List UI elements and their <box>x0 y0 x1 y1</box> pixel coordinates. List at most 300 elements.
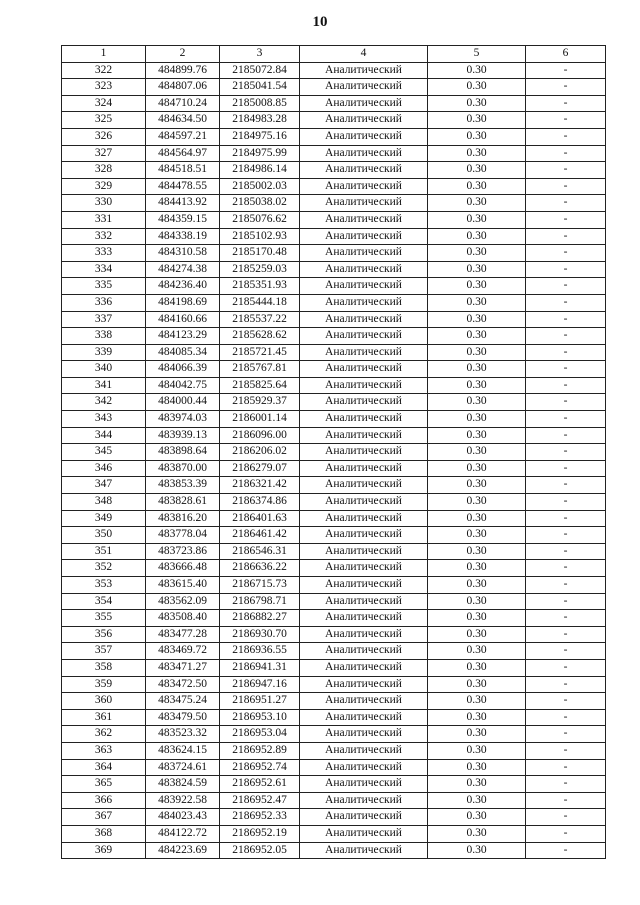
table-cell: - <box>526 593 606 610</box>
table-cell: 483666.48 <box>146 560 220 577</box>
table-cell: - <box>526 776 606 793</box>
table-cell: 0.30 <box>428 128 526 145</box>
table-cell: 356 <box>62 626 146 643</box>
table-cell: 2186947.16 <box>220 676 300 693</box>
table-cell: Аналитический <box>300 676 428 693</box>
table-cell: 484085.34 <box>146 344 220 361</box>
table-cell: Аналитический <box>300 460 428 477</box>
table-cell: 350 <box>62 527 146 544</box>
table-cell: 344 <box>62 427 146 444</box>
column-header: 4 <box>300 46 428 63</box>
column-header: 5 <box>428 46 526 63</box>
table-cell: 2185038.02 <box>220 195 300 212</box>
table-cell: 366 <box>62 792 146 809</box>
table-cell: Аналитический <box>300 261 428 278</box>
table-cell: 483624.15 <box>146 742 220 759</box>
table-cell: 339 <box>62 344 146 361</box>
table-cell: Аналитический <box>300 377 428 394</box>
table-cell: 362 <box>62 726 146 743</box>
table-cell: - <box>526 577 606 594</box>
table-cell: 324 <box>62 95 146 112</box>
table-row <box>62 809 606 826</box>
table-cell: 484274.38 <box>146 261 220 278</box>
table-cell: - <box>526 128 606 145</box>
table-cell: - <box>526 261 606 278</box>
table-cell: 348 <box>62 494 146 511</box>
table-cell: - <box>526 211 606 228</box>
table-cell: 369 <box>62 842 146 859</box>
table-cell: Аналитический <box>300 477 428 494</box>
table-row <box>62 577 606 594</box>
table-cell: 483523.32 <box>146 726 220 743</box>
table-cell: 2186936.55 <box>220 643 300 660</box>
table-cell: 337 <box>62 311 146 328</box>
table-cell: 0.30 <box>428 659 526 676</box>
table-cell: 2186952.74 <box>220 759 300 776</box>
table-cell: 2186952.19 <box>220 825 300 842</box>
table-row <box>62 460 606 477</box>
table-cell: - <box>526 311 606 328</box>
table-cell: 0.30 <box>428 460 526 477</box>
table-cell: 0.30 <box>428 411 526 428</box>
table-row <box>62 659 606 676</box>
table-cell: 336 <box>62 294 146 311</box>
table-cell: - <box>526 543 606 560</box>
table-row <box>62 178 606 195</box>
table-row <box>62 759 606 776</box>
table-cell: Аналитический <box>300 95 428 112</box>
table-cell: Аналитический <box>300 344 428 361</box>
table-cell: Аналитический <box>300 610 428 627</box>
table-cell: 0.30 <box>428 776 526 793</box>
table-cell: Аналитический <box>300 62 428 79</box>
table-row <box>62 162 606 179</box>
table-row <box>62 311 606 328</box>
table-cell: Аналитический <box>300 825 428 842</box>
table-cell: 345 <box>62 444 146 461</box>
table-cell: 357 <box>62 643 146 660</box>
table-cell: - <box>526 444 606 461</box>
table-cell: - <box>526 527 606 544</box>
table-row <box>62 261 606 278</box>
table-cell: - <box>526 278 606 295</box>
table-cell: 2186206.02 <box>220 444 300 461</box>
table-cell: Аналитический <box>300 394 428 411</box>
table-cell: 363 <box>62 742 146 759</box>
table-cell: Аналитический <box>300 527 428 544</box>
table-cell: - <box>526 411 606 428</box>
table-cell: 368 <box>62 825 146 842</box>
table-header-row <box>62 46 606 63</box>
table-cell: 2186941.31 <box>220 659 300 676</box>
table-cell: 484338.19 <box>146 228 220 245</box>
table-body <box>62 62 606 859</box>
table-cell: - <box>526 560 606 577</box>
table-cell: 2186952.89 <box>220 742 300 759</box>
table-cell: 483723.86 <box>146 543 220 560</box>
table-cell: 2185170.48 <box>220 245 300 262</box>
table-cell: 2184986.14 <box>220 162 300 179</box>
table-cell: - <box>526 676 606 693</box>
table-row <box>62 842 606 859</box>
table-cell: 2186952.05 <box>220 842 300 859</box>
table-cell: Аналитический <box>300 361 428 378</box>
table-cell: 2186953.04 <box>220 726 300 743</box>
table-row <box>62 195 606 212</box>
table-row <box>62 427 606 444</box>
table-cell: Аналитический <box>300 626 428 643</box>
table-cell: - <box>526 809 606 826</box>
table-cell: - <box>526 394 606 411</box>
table-cell: 2186636.22 <box>220 560 300 577</box>
table-cell: 484478.55 <box>146 178 220 195</box>
table-cell: Аналитический <box>300 494 428 511</box>
table-cell: - <box>526 759 606 776</box>
table-cell: 354 <box>62 593 146 610</box>
table-row <box>62 95 606 112</box>
table-cell: - <box>526 162 606 179</box>
table-row <box>62 377 606 394</box>
table-cell: Аналитический <box>300 560 428 577</box>
table-row <box>62 128 606 145</box>
table-cell: 2185041.54 <box>220 79 300 96</box>
table-cell: Аналитический <box>300 195 428 212</box>
table-cell: 361 <box>62 709 146 726</box>
table-cell: 483974.03 <box>146 411 220 428</box>
table-cell: 2185076.62 <box>220 211 300 228</box>
table-row <box>62 527 606 544</box>
table-cell: Аналитический <box>300 643 428 660</box>
table-cell: 2185537.22 <box>220 311 300 328</box>
table-row <box>62 278 606 295</box>
table-cell: 0.30 <box>428 162 526 179</box>
table-row <box>62 543 606 560</box>
table-cell: 0.30 <box>428 344 526 361</box>
table-cell: Аналитический <box>300 759 428 776</box>
table-row <box>62 593 606 610</box>
table-cell: - <box>526 228 606 245</box>
table-cell: 2185721.45 <box>220 344 300 361</box>
table-cell: - <box>526 328 606 345</box>
table-cell: 327 <box>62 145 146 162</box>
table-row <box>62 626 606 643</box>
table-cell: 325 <box>62 112 146 129</box>
table-cell: Аналитический <box>300 162 428 179</box>
table-cell: Аналитический <box>300 510 428 527</box>
table-cell: 484000.44 <box>146 394 220 411</box>
table-cell: 347 <box>62 477 146 494</box>
table-cell: 2185008.85 <box>220 95 300 112</box>
table-cell: 0.30 <box>428 278 526 295</box>
table-cell: - <box>526 427 606 444</box>
table-cell: 2185072.84 <box>220 62 300 79</box>
table-cell: 483477.28 <box>146 626 220 643</box>
table-cell: 484123.29 <box>146 328 220 345</box>
table-cell: 0.30 <box>428 62 526 79</box>
table-cell: 0.30 <box>428 676 526 693</box>
table-cell: 323 <box>62 79 146 96</box>
table-cell: 359 <box>62 676 146 693</box>
table-cell: 328 <box>62 162 146 179</box>
table-cell: Аналитический <box>300 311 428 328</box>
table-cell: 2184983.28 <box>220 112 300 129</box>
table-cell: Аналитический <box>300 543 428 560</box>
table-cell: 0.30 <box>428 809 526 826</box>
table-cell: - <box>526 626 606 643</box>
table-cell: Аналитический <box>300 593 428 610</box>
table-cell: 0.30 <box>428 577 526 594</box>
table-cell: 484160.66 <box>146 311 220 328</box>
table-cell: 484236.40 <box>146 278 220 295</box>
table-cell: 2185444.18 <box>220 294 300 311</box>
table-row <box>62 693 606 710</box>
table-cell: 0.30 <box>428 626 526 643</box>
table-cell: 2185102.93 <box>220 228 300 245</box>
table-cell: 483778.04 <box>146 527 220 544</box>
table-cell: 483469.72 <box>146 643 220 660</box>
table-cell: 483479.50 <box>146 709 220 726</box>
table-cell: Аналитический <box>300 228 428 245</box>
table-cell: 329 <box>62 178 146 195</box>
table-cell: Аналитический <box>300 444 428 461</box>
table-cell: - <box>526 477 606 494</box>
table-cell: 2186279.07 <box>220 460 300 477</box>
table-cell: 483939.13 <box>146 427 220 444</box>
table-row <box>62 344 606 361</box>
table-cell: 353 <box>62 577 146 594</box>
table-row <box>62 228 606 245</box>
table-cell: 2186001.14 <box>220 411 300 428</box>
table-cell: 0.30 <box>428 825 526 842</box>
table-cell: Аналитический <box>300 693 428 710</box>
table-cell: 0.30 <box>428 543 526 560</box>
table-cell: - <box>526 659 606 676</box>
table-cell: 0.30 <box>428 477 526 494</box>
table-cell: 484634.50 <box>146 112 220 129</box>
table-cell: 0.30 <box>428 842 526 859</box>
table-cell: Аналитический <box>300 79 428 96</box>
table-cell: 484023.43 <box>146 809 220 826</box>
table-cell: - <box>526 178 606 195</box>
table-cell: Аналитический <box>300 577 428 594</box>
table-cell: Аналитический <box>300 112 428 129</box>
table-cell: Аналитический <box>300 792 428 809</box>
table-cell: 2185002.03 <box>220 178 300 195</box>
table-cell: 483898.64 <box>146 444 220 461</box>
table-cell: - <box>526 344 606 361</box>
table-cell: Аналитический <box>300 178 428 195</box>
table-cell: 0.30 <box>428 494 526 511</box>
table-cell: - <box>526 726 606 743</box>
table-cell: 330 <box>62 195 146 212</box>
table-cell: 365 <box>62 776 146 793</box>
table-cell: 484042.75 <box>146 377 220 394</box>
table-cell: - <box>526 643 606 660</box>
table-cell: 0.30 <box>428 560 526 577</box>
table-row <box>62 62 606 79</box>
table-cell: 484899.76 <box>146 62 220 79</box>
table-cell: 2185259.03 <box>220 261 300 278</box>
table-cell: 342 <box>62 394 146 411</box>
table-cell: 483475.24 <box>146 693 220 710</box>
table-cell: 2186321.42 <box>220 477 300 494</box>
table-row <box>62 361 606 378</box>
table-cell: 352 <box>62 560 146 577</box>
table-cell: 0.30 <box>428 510 526 527</box>
table-cell: 367 <box>62 809 146 826</box>
table-cell: Аналитический <box>300 211 428 228</box>
table-cell: 0.30 <box>428 261 526 278</box>
table-cell: - <box>526 95 606 112</box>
table-row <box>62 79 606 96</box>
table-row <box>62 477 606 494</box>
table-cell: 0.30 <box>428 394 526 411</box>
table-cell: - <box>526 62 606 79</box>
table-cell: 483922.58 <box>146 792 220 809</box>
table-cell: - <box>526 742 606 759</box>
table-row <box>62 211 606 228</box>
table-cell: 0.30 <box>428 792 526 809</box>
table-cell: 483828.61 <box>146 494 220 511</box>
table-cell: 484413.92 <box>146 195 220 212</box>
table-cell: 346 <box>62 460 146 477</box>
table-cell: 0.30 <box>428 178 526 195</box>
table-cell: Аналитический <box>300 427 428 444</box>
table-cell: - <box>526 792 606 809</box>
table-cell: - <box>526 693 606 710</box>
table-cell: 0.30 <box>428 294 526 311</box>
table-row <box>62 145 606 162</box>
table-cell: 2186798.71 <box>220 593 300 610</box>
table-cell: 0.30 <box>428 377 526 394</box>
table-cell: - <box>526 842 606 859</box>
table-cell: - <box>526 145 606 162</box>
table-cell: 484564.97 <box>146 145 220 162</box>
table-cell: 484359.15 <box>146 211 220 228</box>
table-row <box>62 742 606 759</box>
table-cell: 326 <box>62 128 146 145</box>
table-cell: 0.30 <box>428 527 526 544</box>
table-cell: 484122.72 <box>146 825 220 842</box>
table-cell: 484807.06 <box>146 79 220 96</box>
table-cell: 343 <box>62 411 146 428</box>
table-cell: Аналитический <box>300 726 428 743</box>
table-cell: - <box>526 195 606 212</box>
table-cell: - <box>526 79 606 96</box>
table-cell: - <box>526 709 606 726</box>
table-cell: 322 <box>62 62 146 79</box>
table-row <box>62 776 606 793</box>
table-cell: 331 <box>62 211 146 228</box>
table-cell: 0.30 <box>428 211 526 228</box>
table-cell: 0.30 <box>428 643 526 660</box>
table-row <box>62 825 606 842</box>
table-cell: 332 <box>62 228 146 245</box>
table-cell: - <box>526 460 606 477</box>
table-cell: 0.30 <box>428 693 526 710</box>
table-cell: 2184975.16 <box>220 128 300 145</box>
table-cell: 2186951.27 <box>220 693 300 710</box>
column-header: 3 <box>220 46 300 63</box>
table-cell: 0.30 <box>428 427 526 444</box>
table-cell: Аналитический <box>300 245 428 262</box>
table-row <box>62 328 606 345</box>
table-row <box>62 726 606 743</box>
table-cell: 2186546.31 <box>220 543 300 560</box>
table-cell: Аналитический <box>300 328 428 345</box>
table-cell: 0.30 <box>428 444 526 461</box>
table-row <box>62 643 606 660</box>
table-cell: 2185825.64 <box>220 377 300 394</box>
table-cell: 484518.51 <box>146 162 220 179</box>
table-row <box>62 709 606 726</box>
table-cell: 483472.50 <box>146 676 220 693</box>
table-cell: Аналитический <box>300 709 428 726</box>
table-cell: 483615.40 <box>146 577 220 594</box>
table-cell: Аналитический <box>300 809 428 826</box>
table-cell: Аналитический <box>300 128 428 145</box>
table-row <box>62 494 606 511</box>
table-cell: - <box>526 610 606 627</box>
table-cell: 0.30 <box>428 145 526 162</box>
column-header: 1 <box>62 46 146 63</box>
table-cell: Аналитический <box>300 278 428 295</box>
table-cell: - <box>526 510 606 527</box>
table-cell: 335 <box>62 278 146 295</box>
table-row <box>62 294 606 311</box>
table-cell: 2186952.47 <box>220 792 300 809</box>
table-row <box>62 560 606 577</box>
table-cell: Аналитический <box>300 294 428 311</box>
table-cell: 0.30 <box>428 726 526 743</box>
table-cell: - <box>526 361 606 378</box>
table-cell: Аналитический <box>300 145 428 162</box>
table-cell: 360 <box>62 693 146 710</box>
table-cell: 364 <box>62 759 146 776</box>
table-cell: 2186715.73 <box>220 577 300 594</box>
table-row <box>62 792 606 809</box>
column-header: 6 <box>526 46 606 63</box>
table-cell: 333 <box>62 245 146 262</box>
table-cell: - <box>526 112 606 129</box>
table-cell: 0.30 <box>428 709 526 726</box>
table-cell: Аналитический <box>300 742 428 759</box>
table-cell: 483824.59 <box>146 776 220 793</box>
table-cell: 341 <box>62 377 146 394</box>
table-cell: 2186401.63 <box>220 510 300 527</box>
table-cell: 0.30 <box>428 195 526 212</box>
table-cell: Аналитический <box>300 659 428 676</box>
table-cell: 2186096.00 <box>220 427 300 444</box>
table-cell: 0.30 <box>428 228 526 245</box>
table-cell: 2186461.42 <box>220 527 300 544</box>
table-cell: 483724.61 <box>146 759 220 776</box>
table-cell: 0.30 <box>428 112 526 129</box>
table-cell: Аналитический <box>300 776 428 793</box>
table-cell: - <box>526 377 606 394</box>
table-cell: 2186930.70 <box>220 626 300 643</box>
table-cell: 0.30 <box>428 328 526 345</box>
table-cell: 340 <box>62 361 146 378</box>
table-cell: 2186952.61 <box>220 776 300 793</box>
table-cell: 2185767.81 <box>220 361 300 378</box>
table-cell: 484710.24 <box>146 95 220 112</box>
table-cell: 2185628.62 <box>220 328 300 345</box>
table-cell: 484223.69 <box>146 842 220 859</box>
table-cell: 2185351.93 <box>220 278 300 295</box>
table-cell: - <box>526 294 606 311</box>
table-cell: 334 <box>62 261 146 278</box>
